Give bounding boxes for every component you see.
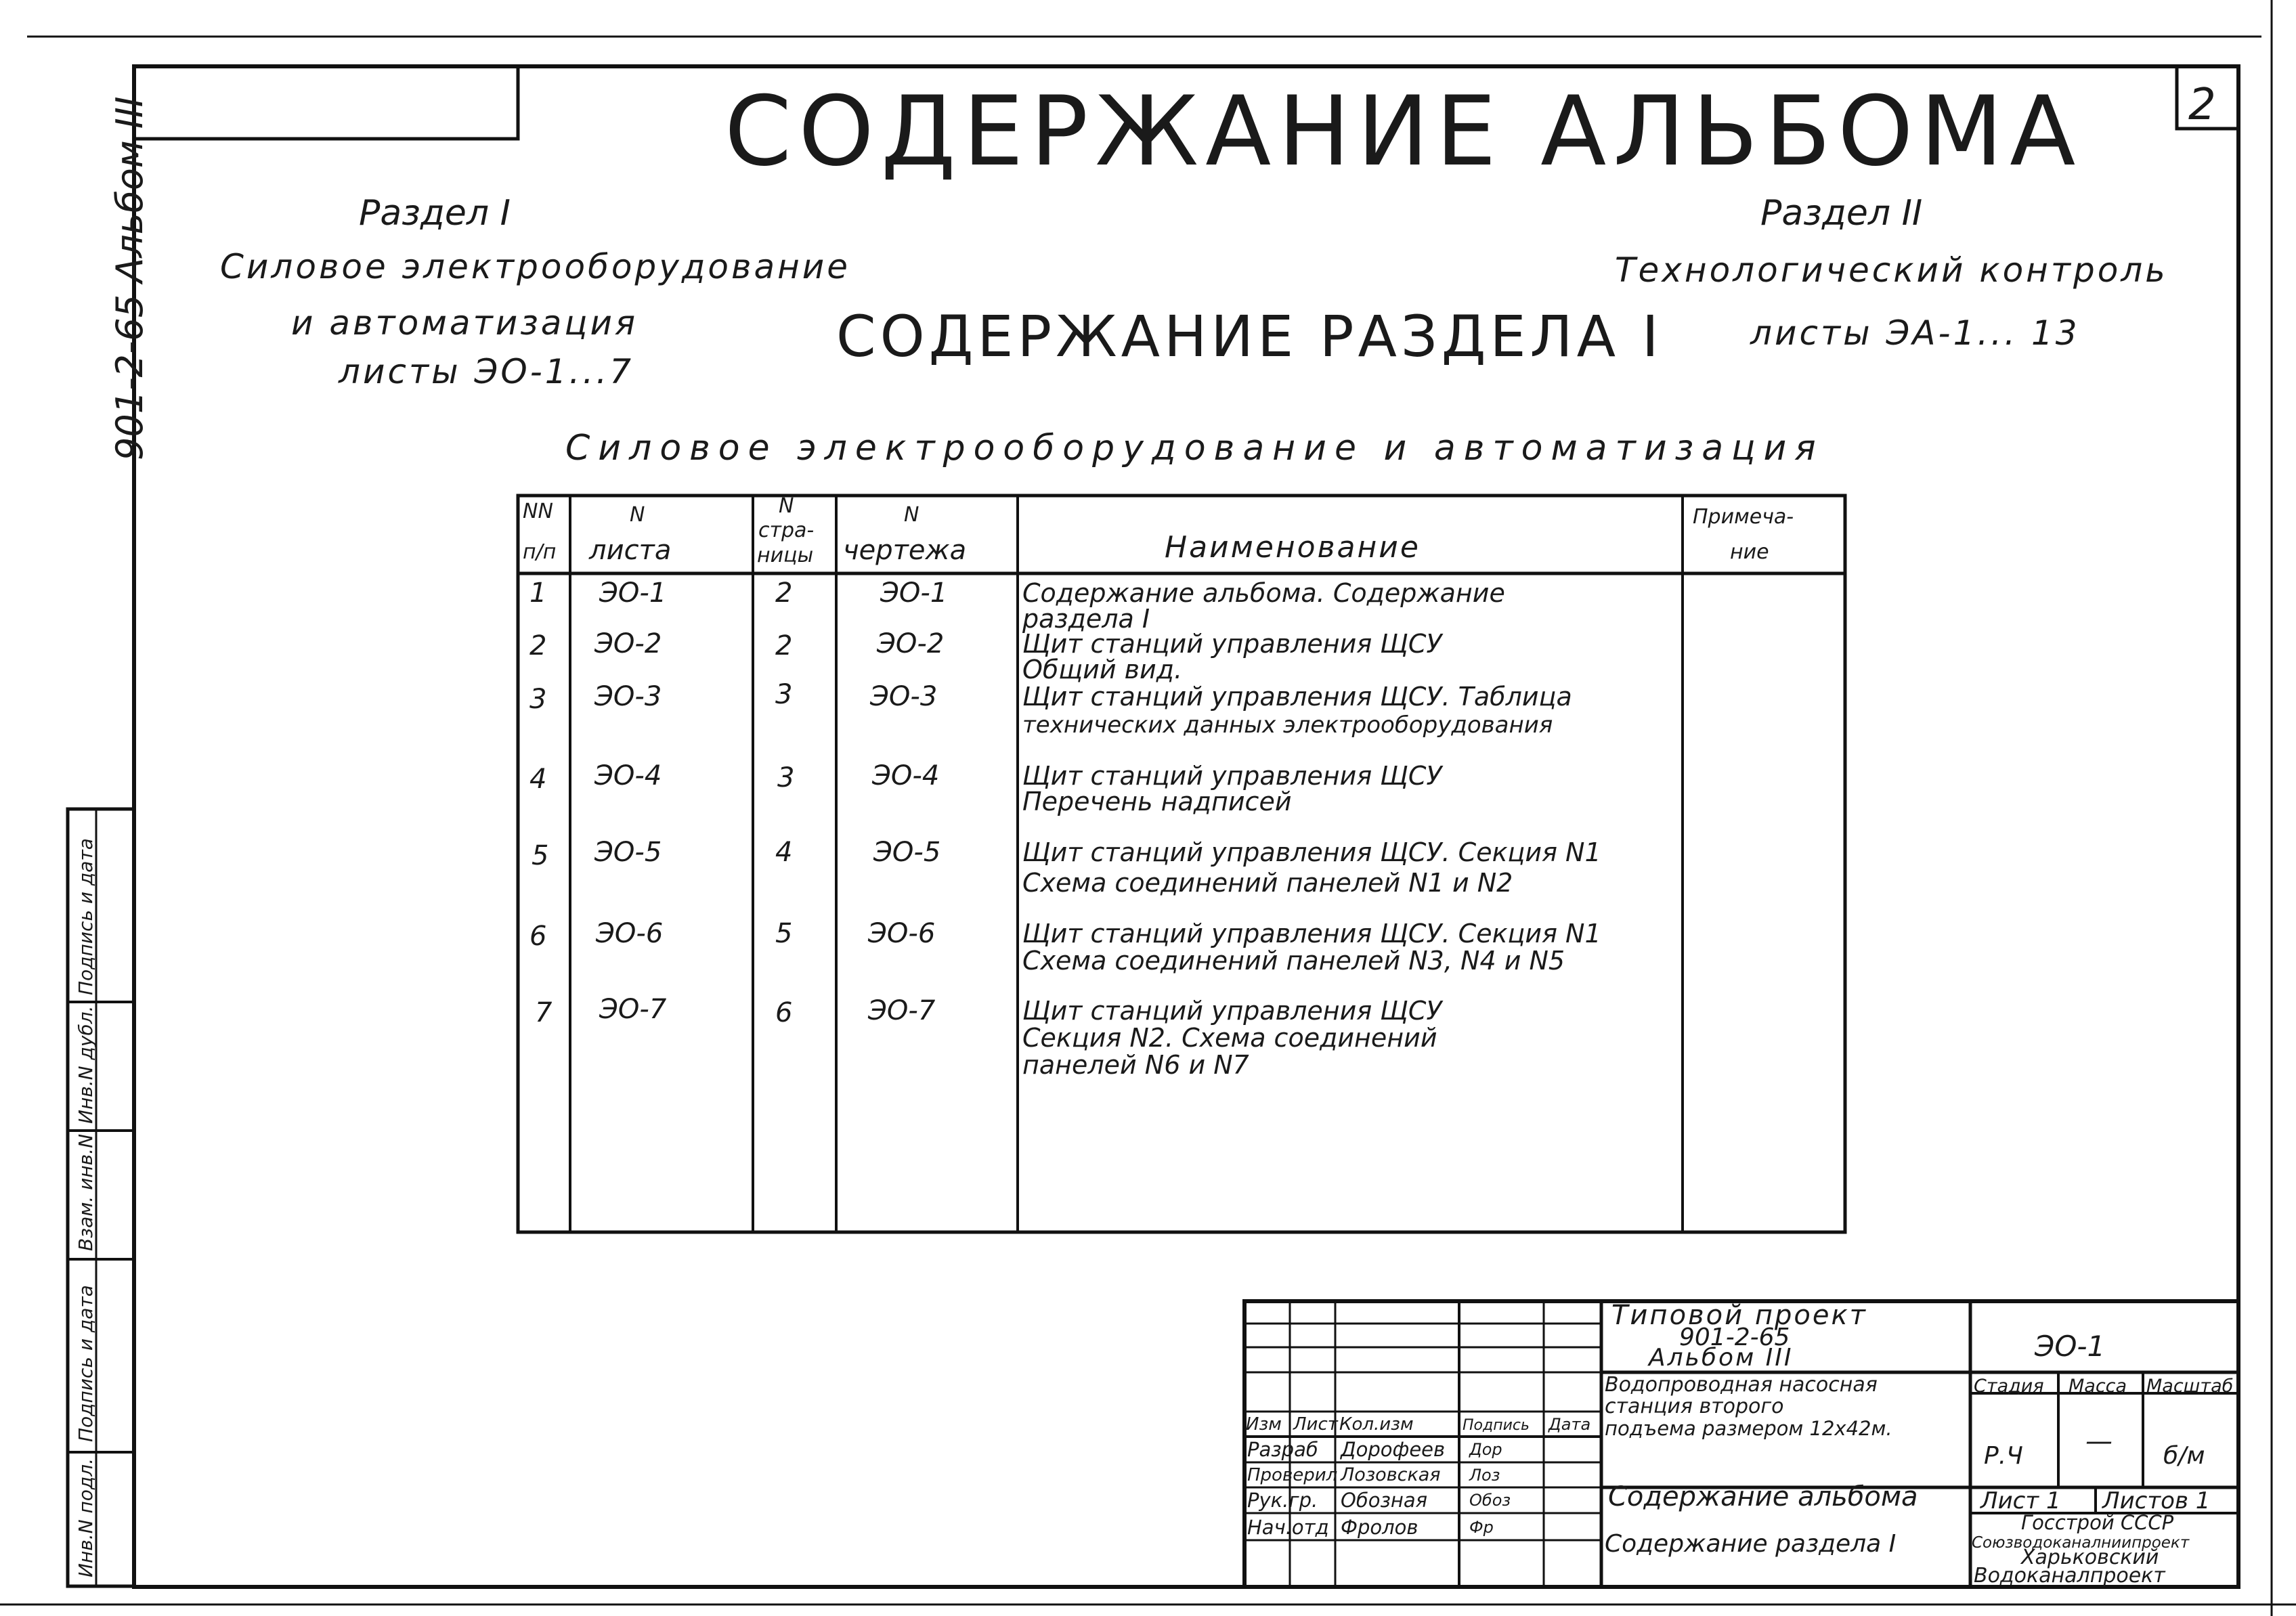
name-developer: Дорофеев <box>1341 1438 1446 1461</box>
section-title: СОДЕРЖАНИЕ РАЗДЕЛА I <box>836 303 1663 370</box>
sign-checker: Лоз <box>1469 1466 1500 1485</box>
hdr-sign: Подпись <box>1463 1417 1530 1434</box>
col-drawing-header-top: N <box>904 503 919 527</box>
row-name-line1: Щит станций управления ЩСУ. Таблица <box>1022 682 1572 712</box>
sheet-label: Лист 1 <box>1980 1487 2061 1514</box>
project-line1: Типовой проект <box>1611 1300 1867 1331</box>
name-dept-head: Фролов <box>1341 1516 1418 1539</box>
table-caption: Силовое электрооборудование и автоматизация <box>565 428 1824 468</box>
hdr-izm: Изм <box>1246 1414 1282 1435</box>
section1-line2: и автоматизация <box>291 303 638 343</box>
row-drawing: ЭО-1 <box>880 577 948 609</box>
row-page: 4 <box>775 837 793 868</box>
row-sheet: ЭО-2 <box>594 628 662 659</box>
stamp-sign-date-1: Подпись и дата <box>74 1285 97 1442</box>
col-name-header: Наименование <box>1165 530 1421 565</box>
hdr-date: Дата <box>1548 1415 1591 1434</box>
row-name-line2: Схема соединений панелей N1 и N2 <box>1022 868 1513 898</box>
row-drawing: ЭО-2 <box>877 628 945 659</box>
drawing-code: ЭО-1 <box>2035 1330 2106 1363</box>
col-page-header-top: N <box>779 494 794 518</box>
scale-header: Масштаб <box>2146 1376 2234 1397</box>
row-number: 5 <box>532 840 549 871</box>
stamp-inv-duplicate: Инв.N дубл. <box>74 1005 97 1124</box>
sign-dept-head: Фр <box>1469 1518 1494 1537</box>
row-number: 1 <box>529 577 547 609</box>
project-line2: 901-2-65 <box>1679 1324 1790 1351</box>
row-sheet: ЭО-6 <box>596 918 664 949</box>
role-group-lead: Рук.гр. <box>1247 1489 1318 1512</box>
row-sheet: ЭО-7 <box>599 994 667 1025</box>
sheets-label: Листов 1 <box>2102 1487 2211 1514</box>
org-line2: Союзводоканалниипроект <box>1972 1534 2190 1552</box>
org-line1: Госстрой СССР <box>2021 1511 2174 1534</box>
album-code-vertical: 901-2-65 Альбом III <box>108 96 151 460</box>
row-name-line1: Щит станций управления ЩСУ. Секция N1 <box>1022 837 1601 867</box>
row-page: 6 <box>775 997 793 1028</box>
col-page-header-bottom: ницы <box>757 544 814 567</box>
col-sheet-header-top: N <box>630 503 645 527</box>
album-title: СОДЕРЖАНИЕ АЛЬБОМА <box>724 76 2083 188</box>
row-name-line1: Содержание альбома. Содержание <box>1022 578 1505 608</box>
row-name-line3: панелей N6 и N7 <box>1022 1050 1249 1080</box>
row-number: 3 <box>529 684 547 715</box>
object-line2: станция второго <box>1605 1395 1784 1418</box>
row-drawing: ЭО-6 <box>868 918 936 949</box>
sign-developer: Дор <box>1469 1440 1502 1459</box>
col-note-header-bottom: ние <box>1730 540 1769 564</box>
row-drawing: ЭО-7 <box>868 995 936 1026</box>
row-number: 2 <box>529 630 547 661</box>
col-num-header-bottom: п/п <box>523 540 557 564</box>
scale-value: б/м <box>2163 1442 2205 1470</box>
col-page-header-mid: стра- <box>758 519 815 542</box>
project-line3: Альбом III <box>1649 1344 1794 1372</box>
role-developer: Разраб <box>1247 1438 1318 1461</box>
stage-header: Стадия <box>1974 1376 2044 1397</box>
row-name-line1: Щит станций управления ЩСУ <box>1022 629 1442 659</box>
section1-line3: листы ЭО-1...7 <box>339 352 634 391</box>
col-num-header-top: NN <box>523 500 553 523</box>
stamp-replace-inv: Взам. инв.N <box>74 1133 97 1251</box>
row-name-line2: Схема соединений панелей N3, N4 и N5 <box>1022 946 1565 976</box>
object-line1: Водопроводная насосная <box>1605 1373 1878 1397</box>
name-checker: Лозовская <box>1341 1464 1441 1485</box>
section1-heading: Раздел I <box>359 193 511 234</box>
org-line3: Харьковский <box>2021 1546 2159 1569</box>
row-sheet: ЭО-1 <box>599 577 667 609</box>
row-sheet: ЭО-3 <box>594 681 662 712</box>
row-name-line2: технических данных электрооборудования <box>1022 712 1553 739</box>
row-name-line1: Щит станций управления ЩСУ. Секция N1 <box>1022 919 1601 948</box>
stamp-sign-date-2: Подпись и дата <box>74 838 97 995</box>
section2-heading: Раздел II <box>1760 193 1923 234</box>
row-drawing: ЭО-3 <box>870 681 938 712</box>
row-drawing: ЭО-5 <box>873 837 941 868</box>
mass-value: — <box>2085 1426 2113 1457</box>
role-checker: Проверил <box>1247 1465 1338 1485</box>
col-drawing-header-bottom: чертежа <box>843 535 967 566</box>
role-dept-head: Нач.отд <box>1247 1516 1329 1539</box>
row-number: 4 <box>529 764 547 795</box>
stage-value: Р.Ч <box>1984 1442 2023 1470</box>
sheet-number: 2 <box>2188 80 2216 130</box>
section2-line1: Технологический контроль <box>1615 250 2168 290</box>
row-name-line2: раздела I <box>1022 604 1150 634</box>
row-page: 3 <box>777 762 795 793</box>
org-line4: Водоканалпроект <box>1974 1564 2165 1588</box>
mass-header: Масса <box>2068 1376 2127 1397</box>
row-sheet: ЭО-4 <box>594 760 662 791</box>
row-sheet: ЭО-5 <box>594 837 662 868</box>
row-name-line2: Секция N2. Схема соединений <box>1022 1023 1437 1053</box>
object-line3: подъема размером 12х42м. <box>1605 1417 1892 1440</box>
row-drawing: ЭО-4 <box>872 760 940 791</box>
stamp-inv-original: Инв.N подл. <box>74 1458 97 1577</box>
section1-line1: Силовое электрооборудование <box>220 247 851 286</box>
doc-title-2: Содержание раздела I <box>1605 1530 1897 1558</box>
row-page: 5 <box>775 918 793 949</box>
hdr-list: Лист <box>1293 1414 1338 1435</box>
row-name-line2: Перечень надписей <box>1022 787 1292 816</box>
doc-title-1: Содержание альбома <box>1608 1481 1918 1512</box>
col-sheet-header-bottom: листа <box>589 535 672 566</box>
name-group-lead: Обозная <box>1341 1489 1428 1512</box>
row-name-line1: Щит станций управления ЩСУ <box>1022 761 1442 791</box>
hdr-doc: Кол.изм <box>1339 1414 1414 1435</box>
row-page: 3 <box>775 679 793 710</box>
row-page: 2 <box>775 630 793 661</box>
row-page: 2 <box>775 577 793 609</box>
sign-group-lead: Обоз <box>1469 1491 1511 1510</box>
row-name-line2: Общий вид. <box>1022 655 1183 684</box>
row-number: 7 <box>535 997 553 1028</box>
row-number: 6 <box>529 921 547 952</box>
col-note-header-top: Примеча- <box>1693 505 1794 529</box>
section2-line2: листы ЭА-1... 13 <box>1750 313 2080 353</box>
row-name-line1: Щит станций управления ЩСУ <box>1022 996 1442 1026</box>
